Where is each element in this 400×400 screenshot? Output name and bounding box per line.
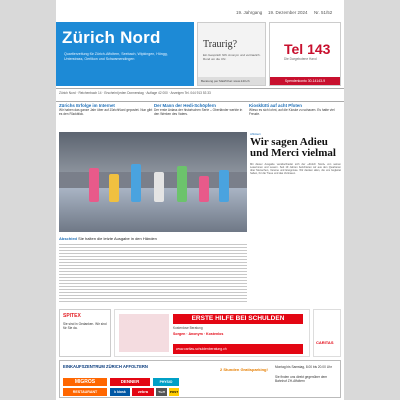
schulden-url[interactable]: www.caritas-schuldenberatung.ch: [173, 344, 303, 354]
teaser-2[interactable]: [154, 104, 248, 130]
issue-number: Nr. 51/52: [314, 10, 333, 15]
lead-kicker: Affoltern: [250, 132, 262, 136]
ez-parking: 2 Stunden Gratisparking!: [220, 367, 268, 372]
text-line: [59, 250, 247, 251]
text-line: [59, 283, 247, 284]
text-line: [59, 244, 247, 245]
photo-bottle: [219, 170, 229, 202]
tel143-donation: Spendenkonto 30-14143-9: [270, 77, 340, 85]
text-line: [59, 301, 247, 302]
logo-post: POST: [169, 390, 179, 394]
lead-photo: [59, 132, 247, 232]
photo-bottle: [177, 166, 187, 202]
teaser-1-title: Zürichs Erfolge im Internet: [59, 103, 115, 108]
top-bar: [56, 0, 344, 20]
text-line: [59, 295, 247, 296]
schulden-subtitle: Kostenlose Beratung: [173, 326, 203, 330]
text-line: [59, 268, 247, 269]
masthead-title: Zürich Nord: [62, 28, 161, 47]
teaser-3-text: Wieso es sich lohnt, auf die Kioske zu schauen. Es hatte viel Freude.: [249, 107, 335, 116]
teaser-1-text: Wir haben das ganze Jahr über auf ZürichNord gepostet. Nun gibt es den Rückblick.: [59, 107, 153, 116]
teaser-2-title: Der Mann der Hedi-Schöpfern: [154, 103, 216, 108]
text-line: [59, 298, 247, 299]
teaser-1[interactable]: [59, 104, 153, 130]
ad-traurig-headline: Traurig?: [203, 39, 238, 50]
teaser-3-title: Kiosklütti auf acht Pfoten: [249, 103, 302, 108]
text-line: [59, 289, 247, 290]
logo-treff: Treff: [156, 388, 167, 396]
text-line: [59, 262, 247, 263]
caption-text: Sie halten die letzte Ausgabe in den Händen: [78, 236, 157, 241]
issue-date: 19. Dezember 2024: [268, 10, 308, 15]
article-text-block: [59, 244, 247, 304]
text-line: [59, 280, 247, 281]
text-line: [59, 277, 247, 278]
ez-directions: Sie finden uns direkt gegenüber dem Bahnhof ZH-Affoltern: [275, 375, 328, 383]
spitex-logo: SPITEX: [63, 313, 81, 319]
text-line: [59, 253, 247, 254]
masthead: [56, 22, 194, 86]
teaser-2-text: Der erste Anlass der historischen Serie – Oberländer werkte in den Werken des Vaters.: [154, 107, 243, 116]
lead-headline: Wir sagen Adieu und Merci vielmal: [250, 136, 336, 159]
tel143-logo: Tel 143: [284, 41, 331, 57]
logo-restaurant: RESTAURANT: [63, 388, 107, 396]
photo-bottle: [199, 176, 209, 202]
sos-image: [119, 314, 169, 352]
photo-bottle: [89, 168, 99, 202]
ad-einkaufszentrum[interactable]: [59, 360, 341, 398]
logo-denner: DENNER: [110, 378, 150, 386]
info-line: Zürich Nord · Reichenbach 14 · Erscheint jeden Donnerstag · Auflage 42 000 · Anzeigen Tel. 044 913 53 33: [56, 88, 344, 102]
ez-title: EINKAUFSZENTRUM ZÜRICH AFFOLTERN: [63, 364, 148, 369]
photo-bottle: [109, 174, 119, 202]
caritas-logo: CARITAS: [316, 340, 334, 345]
ez-hours: Montag bis Samstag, 8.00 bis 20.00 Uhr: [275, 365, 332, 369]
ad-spitex[interactable]: [59, 309, 111, 357]
schulden-tags: Sorgen · Anonym · Kostenlos: [173, 332, 224, 336]
newspaper-page: [56, 0, 344, 400]
photo-bottle: [131, 164, 141, 202]
text-line: [59, 292, 247, 293]
text-line: [59, 274, 247, 275]
text-line: [59, 286, 247, 287]
photo-bottle: [154, 172, 164, 202]
text-line: [59, 259, 247, 260]
text-line: [59, 256, 247, 257]
photo-shelf: [59, 132, 247, 172]
ad-caritas[interactable]: [313, 309, 341, 357]
text-line: [59, 247, 247, 248]
logo-zebra: zebra: [132, 388, 154, 396]
ad-traurig[interactable]: [197, 22, 266, 86]
lead-body: Mit dieser Ausgabe verabschiedet sich der «Zürich Nord» von seinen Leserinnen und Lesern. Seit 19 Jahren berichteten wir aus den Quartieren über Menschen, Vereine und Ereignisse. Wir danken allen, die uns begleitet haben, für die Treue und das Vertrauen.: [250, 163, 341, 176]
issue-year: 19. Jahrgang: [236, 10, 263, 15]
ad-schuldenberatung[interactable]: [114, 309, 310, 357]
ad-traurig-text: Ein Gespräch hilft. Anonym und vertraulich. Rund um die Uhr.: [203, 53, 261, 61]
photo-caption: [59, 236, 247, 241]
masthead-subtitle: Quartierzeitung für Zürich-Affoltern, Seebach, Wipkingen, Höngg, Unterstrass, Oerlikon und Schwamendingen: [64, 52, 168, 61]
logo-physio: PHYSIO: [153, 378, 179, 386]
logo-kiosk: k kiosk: [110, 388, 130, 396]
caption-tag: Abschied: [59, 236, 78, 241]
tel143-subtitle: Die Dargebotene Hand: [284, 57, 317, 61]
text-line: [59, 271, 247, 272]
ad-tel143[interactable]: [269, 22, 341, 86]
ad-traurig-footer: Beratung per Mail/Chat: www.143.ch: [198, 77, 265, 85]
text-line: [59, 265, 247, 266]
schulden-title: ERSTE HILFE BEI SCHULDEN: [173, 314, 303, 324]
logo-migros: MIGROS: [63, 378, 107, 386]
teaser-3[interactable]: [249, 104, 343, 130]
spitex-text: Sie sind in Gedanken. Wir sind für Sie da.: [63, 322, 107, 330]
